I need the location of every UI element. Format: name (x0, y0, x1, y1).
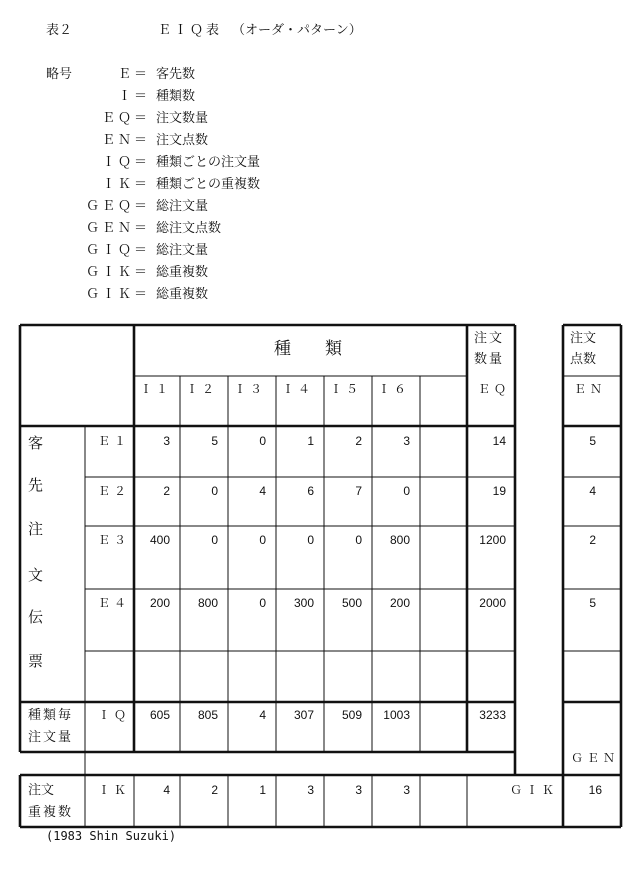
eq-cell: 14 (492, 434, 506, 448)
table-cell: 0 (307, 533, 314, 547)
table-cell: 2 (355, 434, 362, 448)
table-subtitle: （オーダ・パターン） (232, 23, 362, 38)
eq-column-label: ＥＱ (478, 382, 511, 396)
abbreviation-description: 総重複数 (156, 287, 209, 302)
abbreviation-key: ＩＫ＝ (101, 177, 150, 192)
table-cell: 4 (259, 484, 266, 498)
abbreviation-description: 総注文点数 (156, 221, 222, 236)
abbreviation-description: 種類ごとの重複数 (156, 177, 261, 192)
abbreviation-key: ＥＱ＝ (101, 111, 150, 126)
table-cell: 200 (389, 596, 410, 610)
table-title: ＥＩＱ表 (158, 23, 223, 38)
iq-cell: 1003 (383, 708, 410, 722)
abbreviation-key: ＧＩＱ＝ (85, 243, 150, 258)
table-cell: 3 (163, 434, 170, 448)
iq-cell: 805 (197, 708, 218, 722)
iq-cell: 509 (341, 708, 362, 722)
table-cell: 1 (307, 434, 314, 448)
table-cell: 0 (259, 533, 266, 547)
row-label: Ｅ２ (98, 484, 131, 498)
iq-cell: 605 (149, 708, 170, 722)
ik-cell: 1 (259, 783, 266, 797)
en-column-label: ＥＮ (574, 382, 607, 396)
item-header: Ｉ５ (330, 382, 363, 396)
abbreviation-description: 種類数 (156, 89, 196, 104)
eq-header-line2: 数量 (474, 352, 505, 367)
abbreviation-description: 客先数 (156, 67, 196, 82)
iq-row-label-line1: 種類毎 (28, 708, 74, 723)
table-cell: 500 (341, 596, 362, 610)
en-cell: 5 (589, 434, 596, 448)
table-cell: 0 (259, 434, 266, 448)
abbreviation-key: ＥＮ＝ (101, 133, 150, 148)
table-number: 表２ (46, 23, 73, 38)
iq-cell: 307 (293, 708, 314, 722)
abbreviation-description: 総注文量 (156, 243, 209, 258)
ik-cell: 3 (403, 783, 410, 797)
en-cell: 5 (589, 596, 596, 610)
iq-cell: 4 (259, 708, 266, 722)
table-cell: 0 (403, 484, 410, 498)
row-label: Ｅ４ (98, 596, 131, 610)
abbreviation-key: Ｉ＝ (117, 89, 150, 104)
table-cell: 300 (293, 596, 314, 610)
abbreviation-key: ＩＱ＝ (101, 155, 150, 170)
table-cell: 0 (355, 533, 362, 547)
abbreviation-description: 総注文量 (156, 199, 209, 214)
abbreviation-description: 総重複数 (156, 265, 209, 280)
table-cell: 800 (197, 596, 218, 610)
table-cell: 0 (211, 533, 218, 547)
abbreviation-description: 注文数量 (156, 111, 209, 126)
gen-label: ＧＥＮ (571, 751, 620, 765)
ik-cell: 4 (163, 783, 170, 797)
gik-value: 16 (588, 783, 602, 797)
item-header: Ｉ２ (186, 382, 219, 396)
ik-cell: 3 (307, 783, 314, 797)
table-cell: 2 (163, 484, 170, 498)
kinds-header: 種 類 (274, 339, 342, 359)
eq-cell: 2000 (479, 596, 506, 610)
eq-header-line1: 注文 (474, 331, 505, 346)
eq-cell: 1200 (479, 533, 506, 547)
gik-label: ＧＩＫ (510, 783, 559, 797)
item-header: Ｉ６ (378, 382, 411, 396)
iq-key: ＩＱ (98, 708, 131, 722)
row-label: Ｅ３ (98, 533, 131, 547)
table-cell: 7 (355, 484, 362, 498)
side-label-char: 注 (28, 520, 44, 538)
en-header-line2: 点数 (570, 352, 597, 367)
abbreviation-label: 略号 (46, 67, 73, 82)
iq-total: 3233 (479, 708, 506, 722)
table-cell: 6 (307, 484, 314, 498)
en-header-line1: 注文 (570, 331, 597, 346)
side-label-char: 先 (28, 476, 44, 494)
table-cell: 400 (149, 533, 170, 547)
ik-cell: 2 (211, 783, 218, 797)
abbreviation-key: ＧＥＮ＝ (85, 221, 150, 236)
ik-cell: 3 (355, 783, 362, 797)
citation: (1983 Shin Suzuki) (46, 829, 177, 843)
ik-key: ＩＫ (98, 783, 131, 797)
table-cell: 0 (211, 484, 218, 498)
item-header: Ｉ３ (234, 382, 267, 396)
en-cell: 4 (589, 484, 596, 498)
row-label: Ｅ１ (98, 434, 131, 448)
abbreviation-key: Ｅ＝ (117, 67, 150, 82)
abbreviation-key: ＧＩＫ＝ (85, 287, 150, 302)
side-label-char: 伝 (28, 608, 44, 626)
ik-row-label-line1: 注文 (28, 783, 55, 798)
abbreviation-key: ＧＩＫ＝ (85, 265, 150, 280)
side-label-char: 票 (28, 652, 44, 670)
en-cell: 2 (589, 533, 596, 547)
table-cell: 0 (259, 596, 266, 610)
table-cell: 3 (403, 434, 410, 448)
table-cell: 800 (389, 533, 410, 547)
abbreviation-description: 種類ごとの注文量 (156, 155, 261, 170)
side-label-char: 文 (28, 566, 44, 584)
eq-cell: 19 (492, 484, 506, 498)
ik-row-label-line2: 重複数 (28, 805, 74, 820)
abbreviation-description: 注文点数 (156, 133, 209, 148)
side-label-char: 客 (28, 434, 44, 452)
table-cell: 5 (211, 434, 218, 448)
table-cell: 200 (149, 596, 170, 610)
iq-row-label-line2: 注文量 (28, 730, 74, 745)
item-header: Ｉ４ (282, 382, 315, 396)
abbreviation-key: ＧＥＱ＝ (85, 199, 150, 214)
item-header: Ｉ１ (140, 382, 173, 396)
